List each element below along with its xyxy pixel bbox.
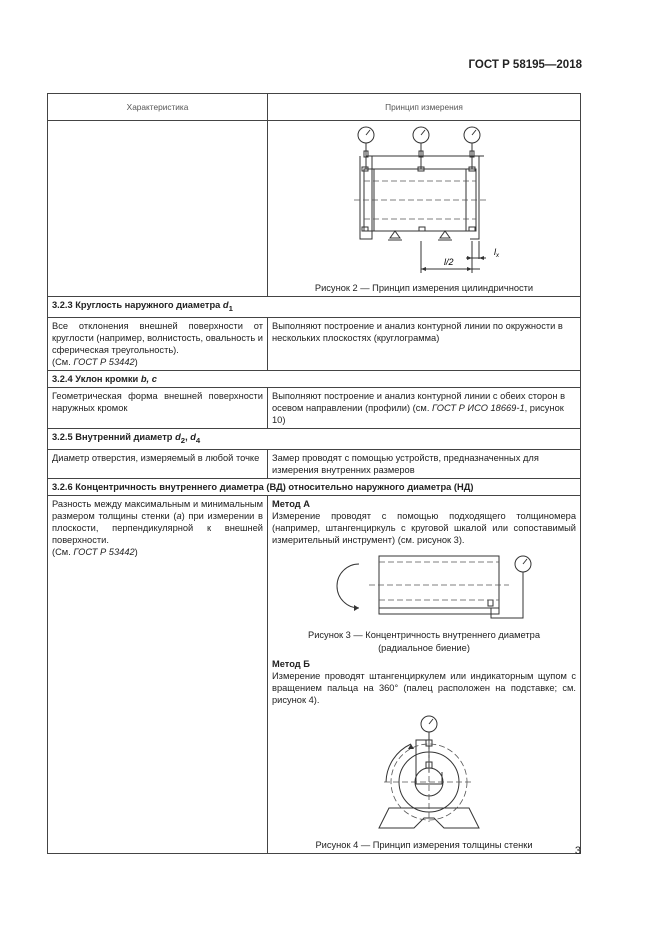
section-3-2-6-row [48,495,581,853]
section-3-2-5-characteristic: Диаметр отверстия, измеряемый в любой точке [48,449,268,478]
method-b-text: Измерение проводят штангенциркулем или индикаторным щупом с вращением пальца на 360° (палец расположен на подставке; см. рисунок 4). [272,670,576,705]
label-lx: l [494,247,496,257]
section-3-2-5-title-row: 3.2.5 Внутренний диаметр $d_2$, $d_4$ [48,428,581,449]
section-3-2-4-principle: Выполняют построение и анализ контурной линии с обеих сторон в осевом направлении (профили) (см. ГОСТ Р ИСО 18669-1, рисунок 10) [268,387,581,428]
section-3-2-3-title: 3.2.3 Круглость наружного диаметра [52,300,221,310]
section-3-2-6-title-row [48,478,581,495]
section-3-2-4-characteristic: Геометрическая форма внешней поверхности наружных кромок [48,387,268,428]
section-3-2-4-title-row: 3.2.4 Уклон кромки b, c [48,370,581,387]
page-number: 3 [574,845,581,857]
figure2-caption: Рисунок 2 — Принцип измерения цилиндричности [314,283,534,293]
figure3-caption-line1: Рисунок 3 — Концентричность внутреннего диаметра [308,629,540,640]
label-lx-sub: x [496,253,499,259]
method-a-text: Измерение проводят с помощью подходящего толщиномера (например, штангенциркуль с круговой шкалой или сопоставимый измерительный инструмент) (см. рисунок 3). [272,510,576,545]
table-header-row [48,94,581,121]
section-3-2-6-principle [268,495,581,853]
figure3-caption-line2: (радиальное биение) [378,642,470,653]
label-l2: l/2 [444,257,454,267]
section-3-2-4-row [48,387,581,428]
section-3-2-5-row [48,449,581,478]
figure2-row [48,121,581,297]
svg-text:lx [494,247,500,259]
col-principle-header: Принцип измерения [268,94,581,121]
section-3-2-4-title: 3.2.4 Уклон кромки [52,373,139,384]
dial-gauge-icon [358,127,480,143]
figure3-radial-runout-diagram [274,550,574,628]
figure4-wall-thickness-diagram [274,710,574,838]
section-3-2-6-title: 3.2.6 Концентричность внутреннего диаметра (ВД) относительно наружного диаметра (НД) [48,478,581,495]
figure4-caption: Рисунок 4 — Принцип измерения толщины стенки [315,839,533,850]
section-3-2-5-title: 3.2.5 Внутренний диаметр [52,431,173,442]
rotation-arrow-icon [337,564,359,608]
section-3-2-6-characteristic: Разность между максимальным и минимальным размером толщины стенки (а) при измерении в плоскости, перпендикулярной к внешней поверхности. (См. ГОСТ Р 53442) [48,495,268,853]
characteristics-table [47,93,581,854]
section-3-2-5-principle: Замер проводят с помощью устройств, предназначенных для измерения внутренних размеров [268,449,581,478]
method-a-title: Метод А [272,498,310,509]
standard-id: ГОСТ Р 58195—2018 [468,59,582,71]
section-3-2-3-title-row: 3.2.3 Круглость наружного диаметра $d_1$ [48,297,581,318]
section-3-2-3-principle: Выполняют построение и анализ контурной линии по окружности в нескольких плоскостях (круглограмма) [268,317,581,370]
section-3-2-3-row [48,317,581,370]
figure2-cell [268,121,581,297]
method-b-title: Метод Б [272,658,310,669]
col-characteristic-header: Характеристика [48,94,268,121]
figure2-cylindricity-diagram [274,123,574,281]
section-3-2-3-characteristic: Все отклонения внешней поверхности от круглости (например, волнистость, овальность и сферическая треугольность). (См. ГОСТ Р 53442) [48,317,268,370]
rotation-arrow-icon [386,744,411,782]
